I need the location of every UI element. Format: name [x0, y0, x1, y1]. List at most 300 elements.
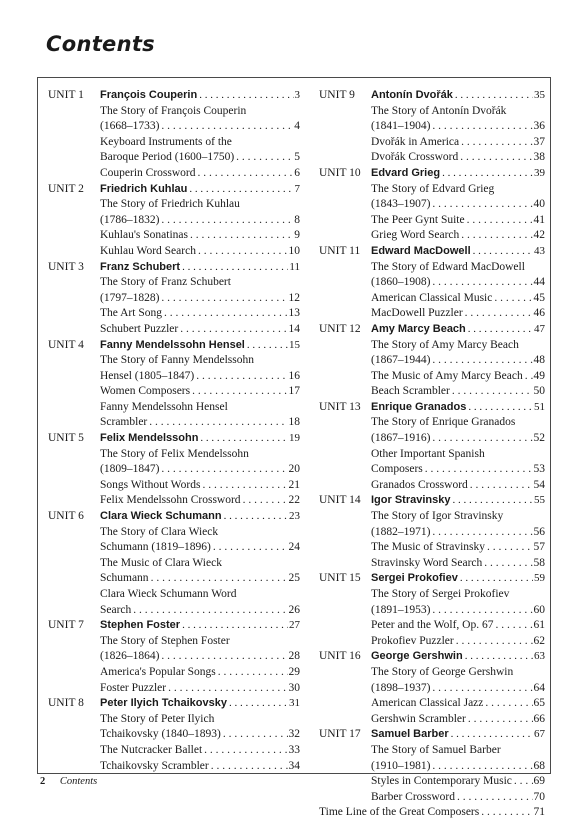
- leader-dots: [161, 291, 287, 307]
- contents-entry[interactable]: [371, 228, 545, 244]
- leader-dots: [481, 805, 532, 821]
- contents-entry: [100, 275, 300, 291]
- entry-title: Sergei Prokofiev: [371, 572, 458, 585]
- composer-heading[interactable]: [100, 182, 300, 198]
- composer-heading[interactable]: [100, 696, 300, 712]
- unit-block: [48, 431, 300, 509]
- entry-page-number: 16: [288, 369, 300, 382]
- entry-page-number: 12: [288, 291, 300, 304]
- leader-dots: [200, 431, 288, 447]
- entry-title: Peter Ilyich Tchaikovsky: [100, 697, 227, 710]
- entry-page-number: 68: [533, 759, 545, 772]
- contents-entry[interactable]: [371, 478, 545, 494]
- contents-entry[interactable]: [371, 213, 545, 229]
- entry-title: The Music of Clara Wieck: [100, 556, 222, 569]
- contents-entry: [371, 447, 545, 463]
- timeline-entry[interactable]: [319, 805, 545, 821]
- composer-heading[interactable]: [100, 338, 300, 354]
- entry-title: Edvard Grieg: [371, 166, 441, 179]
- entry-title: (1841–1904): [371, 120, 431, 133]
- leader-dots: [180, 322, 287, 338]
- contents-entry[interactable]: [371, 618, 545, 634]
- contents-entry[interactable]: [371, 790, 545, 806]
- entry-title: The Story of Franz Schubert: [100, 276, 231, 289]
- leader-dots: [204, 743, 287, 759]
- composer-heading[interactable]: [371, 727, 545, 743]
- contents-entry[interactable]: [100, 306, 300, 322]
- leader-dots: [467, 213, 533, 229]
- entry-title: Stravinsky Word Search: [371, 556, 483, 569]
- entry-title: The Peer Gynt Suite: [371, 213, 465, 226]
- entry-page-number: 41: [533, 213, 545, 226]
- composer-heading[interactable]: [100, 88, 300, 104]
- unit-label: UNIT 10: [319, 166, 361, 179]
- leader-dots: [442, 166, 533, 182]
- entry-title: Amy Marcy Beach: [371, 322, 466, 335]
- leader-dots: [432, 681, 532, 697]
- contents-entry[interactable]: [100, 384, 300, 400]
- unit-label: UNIT 12: [319, 322, 361, 335]
- entry-page-number: 46: [533, 307, 545, 320]
- entry-page-number: 48: [533, 354, 545, 367]
- contents-entry[interactable]: [371, 150, 545, 166]
- entry-title: (1843–1907): [371, 198, 431, 211]
- entry-page-number: 55: [534, 494, 545, 507]
- leader-dots: [213, 540, 288, 556]
- leader-dots: [196, 369, 287, 385]
- composer-heading[interactable]: [100, 260, 300, 276]
- entry-page-number: 57: [533, 541, 545, 554]
- entry-page-number: 45: [533, 291, 545, 304]
- leader-dots: [461, 135, 532, 151]
- entry-title: Search: [100, 603, 132, 616]
- contents-entry[interactable]: [371, 353, 545, 369]
- entry-title: Foster Puzzler: [100, 681, 167, 694]
- entry-page-number: 26: [288, 603, 300, 616]
- contents-entry[interactable]: [371, 540, 545, 556]
- entry-page-number: 24: [288, 541, 300, 554]
- contents-entry[interactable]: [371, 291, 545, 307]
- contents-entry[interactable]: [100, 540, 300, 556]
- leader-dots: [432, 603, 532, 619]
- leader-dots: [487, 540, 532, 556]
- page-title: Contents: [46, 32, 155, 56]
- entry-title: Dvořák Crossword: [371, 151, 459, 164]
- entry-title: (1882–1971): [371, 525, 431, 538]
- contents-entry: [100, 556, 300, 572]
- leader-dots: [460, 571, 533, 587]
- contents-entry[interactable]: [371, 556, 545, 572]
- entry-title: Edward MacDowell: [371, 244, 471, 257]
- entry-title: Stephen Foster: [100, 619, 181, 632]
- contents-entry: [100, 712, 300, 728]
- contents-entry[interactable]: [100, 119, 300, 135]
- entry-title: Kuhlau Word Search: [100, 244, 196, 257]
- leader-dots: [218, 665, 288, 681]
- entry-page-number: 3: [294, 89, 300, 101]
- entry-title: Schumann: [100, 572, 149, 585]
- entry-title: Schumann (1819–1896): [100, 541, 211, 554]
- contents-entry[interactable]: [371, 634, 545, 650]
- contents-entry[interactable]: [371, 681, 545, 697]
- entry-page-number: 44: [533, 276, 545, 289]
- entry-title: The Story of Samuel Barber: [371, 743, 501, 756]
- unit-entries: [100, 260, 300, 338]
- timeline-page: 71: [533, 806, 545, 819]
- entry-page-number: 35: [534, 89, 545, 101]
- composer-heading[interactable]: [100, 509, 300, 525]
- entry-title: American Classical Jazz: [371, 697, 484, 710]
- leader-dots: [494, 291, 532, 307]
- entry-title: The Story of George Gershwin: [371, 665, 514, 678]
- entry-page-number: 4: [294, 120, 300, 133]
- entry-title: (1668–1733): [100, 120, 160, 133]
- composer-heading[interactable]: [371, 322, 545, 338]
- entry-page-number: 20: [288, 463, 300, 476]
- leader-dots: [189, 182, 293, 198]
- entry-title: George Gershwin: [371, 650, 463, 663]
- page-footer: [40, 776, 97, 787]
- contents-entry: [371, 338, 545, 354]
- entry-title: Peter and the Wolf, Op. 67: [371, 619, 494, 632]
- leader-dots: [452, 384, 533, 400]
- entry-title: Couperin Crossword: [100, 166, 196, 179]
- contents-entry[interactable]: [100, 244, 300, 260]
- entry-title: Prokofiev Puzzler: [371, 634, 454, 647]
- leader-dots: [243, 493, 288, 509]
- entry-page-number: 32: [288, 728, 300, 741]
- entry-title: Scrambler: [100, 416, 148, 429]
- unit-entries: [371, 727, 545, 805]
- entry-title: Gershwin Scrambler: [371, 712, 466, 725]
- unit-block: [48, 260, 300, 338]
- entry-page-number: 40: [533, 198, 545, 211]
- entry-title: The Story of Antonín Dvořák: [371, 104, 507, 117]
- entry-page-number: 10: [288, 244, 300, 257]
- unit-entries: [371, 400, 545, 494]
- entry-title: Igor Stravinsky: [371, 494, 451, 507]
- entry-page-number: 28: [288, 650, 300, 663]
- unit-label: UNIT 6: [48, 510, 84, 523]
- entry-title: Kuhlau's Sonatinas: [100, 229, 188, 242]
- contents-entry: [100, 135, 300, 151]
- entry-title: Samuel Barber: [371, 728, 449, 741]
- entry-title: Hensel (1805–1847): [100, 369, 195, 382]
- contents-entry[interactable]: [100, 493, 300, 509]
- entry-title: The Story of Clara Wieck: [100, 525, 219, 538]
- contents-entry[interactable]: [100, 369, 300, 385]
- entry-title: (1809–1847): [100, 463, 160, 476]
- entry-title: Baroque Period (1600–1750): [100, 151, 235, 164]
- entry-page-number: 58: [533, 556, 545, 569]
- unit-block: [48, 696, 300, 774]
- contents-entry[interactable]: [100, 681, 300, 697]
- contents-column-left: [48, 88, 300, 774]
- units-right-list: [319, 88, 545, 805]
- entry-title: The Music of Amy Marcy Beach: [371, 369, 523, 382]
- unit-block: [48, 182, 300, 260]
- unit-entries: [100, 88, 300, 182]
- entry-page-number: 69: [533, 775, 545, 788]
- contents-entry: [371, 182, 545, 198]
- entry-title: The Story of Enrique Granados: [371, 416, 516, 429]
- leader-dots: [452, 493, 533, 509]
- entry-title: America's Popular Songs: [100, 665, 216, 678]
- leader-dots: [182, 618, 288, 634]
- entry-title: Enrique Granados: [371, 400, 467, 413]
- composer-heading[interactable]: [371, 400, 545, 416]
- contents-entry[interactable]: [371, 275, 545, 291]
- unit-entries: [371, 322, 545, 400]
- unit-label: UNIT 17: [319, 728, 361, 741]
- entry-page-number: 70: [533, 790, 545, 803]
- entry-title: Clara Wieck Schumann Word: [100, 588, 237, 600]
- entry-page-number: 11: [289, 260, 300, 273]
- entry-page-number: 53: [533, 463, 545, 476]
- leader-dots: [468, 712, 533, 728]
- leader-dots: [455, 88, 533, 104]
- entry-page-number: 31: [289, 697, 300, 710]
- contents-entry[interactable]: [371, 712, 545, 728]
- unit-entries: [100, 696, 300, 774]
- unit-label: UNIT 4: [48, 338, 84, 351]
- entry-title: The Story of Igor Stravinsky: [371, 510, 504, 523]
- entry-page-number: 39: [534, 166, 545, 179]
- unit-block: [48, 88, 300, 182]
- footer-label: Contents: [59, 776, 98, 787]
- timeline-title: Time Line of the Great Composers: [319, 806, 480, 819]
- unit-block: [48, 618, 300, 696]
- entry-page-number: 51: [534, 400, 545, 413]
- entry-page-number: 60: [533, 603, 545, 616]
- composer-heading[interactable]: [100, 618, 300, 634]
- contents-entry[interactable]: [100, 478, 300, 494]
- leader-dots: [432, 275, 532, 291]
- leader-dots: [161, 649, 287, 665]
- entry-title: The Story of Edvard Grieg: [371, 182, 495, 195]
- composer-heading[interactable]: [371, 493, 545, 509]
- contents-entry: [371, 509, 545, 525]
- entry-title: The Story of Felix Mendelssohn: [100, 447, 249, 460]
- entry-page-number: 62: [533, 634, 545, 647]
- contents-entry[interactable]: [100, 228, 300, 244]
- entry-page-number: 59: [534, 572, 545, 585]
- unit-block: [319, 400, 545, 494]
- unit-label: UNIT 16: [319, 650, 361, 663]
- contents-entry[interactable]: [100, 415, 300, 431]
- entry-title: Antonín Dvořák: [371, 89, 453, 101]
- contents-entry[interactable]: [371, 603, 545, 619]
- entry-page-number: 7: [294, 182, 300, 195]
- contents-entry: [100, 197, 300, 213]
- leader-dots: [525, 369, 533, 385]
- entry-page-number: 29: [288, 665, 300, 678]
- entry-title: Songs Without Words: [100, 478, 201, 491]
- entry-title: Other Important Spanish: [371, 447, 485, 460]
- entry-title: Keyboard Instruments of the: [100, 135, 232, 148]
- entry-page-number: 6: [294, 166, 300, 179]
- contents-entry[interactable]: [100, 291, 300, 307]
- contents-entry[interactable]: [371, 462, 545, 478]
- contents-entry[interactable]: [100, 150, 300, 166]
- entry-title: Barber Crossword: [371, 790, 455, 803]
- contents-column-right: [319, 88, 545, 821]
- unit-label: UNIT 2: [48, 182, 84, 195]
- entry-title: (1867–1944): [371, 354, 431, 367]
- entry-page-number: 64: [533, 681, 545, 694]
- contents-entry[interactable]: [371, 774, 545, 790]
- contents-entry: [100, 634, 300, 650]
- entry-page-number: 30: [288, 681, 300, 694]
- contents-entry[interactable]: [371, 119, 545, 135]
- entry-page-number: 5: [294, 151, 300, 164]
- composer-heading[interactable]: [371, 244, 545, 260]
- leader-dots: [432, 759, 532, 775]
- contents-entry[interactable]: [100, 322, 300, 338]
- entry-page-number: 13: [288, 307, 300, 320]
- leader-dots: [192, 384, 287, 400]
- leader-dots: [425, 462, 533, 478]
- entry-page-number: 8: [294, 213, 300, 226]
- contents-entry[interactable]: [100, 743, 300, 759]
- contents-entry[interactable]: [371, 384, 545, 400]
- leader-dots: [198, 166, 294, 182]
- contents-entry[interactable]: [371, 135, 545, 151]
- unit-entries: [100, 509, 300, 618]
- leader-dots: [432, 197, 532, 213]
- entry-page-number: 47: [534, 322, 545, 335]
- entry-title: (1860–1908): [371, 276, 431, 289]
- composer-heading[interactable]: [100, 431, 300, 447]
- entry-page-number: 52: [533, 432, 545, 445]
- leader-dots: [485, 696, 532, 712]
- entry-page-number: 54: [533, 478, 545, 491]
- contents-entry[interactable]: [371, 369, 545, 385]
- composer-heading[interactable]: [371, 649, 545, 665]
- contents-entry[interactable]: [371, 525, 545, 541]
- unit-block: [319, 493, 545, 571]
- entry-page-number: 56: [533, 525, 545, 538]
- entry-page-number: 34: [288, 759, 300, 772]
- composer-heading[interactable]: [371, 571, 545, 587]
- entry-page-number: 27: [289, 619, 300, 632]
- leader-dots: [456, 634, 533, 650]
- leader-dots: [460, 150, 532, 166]
- leader-dots: [149, 415, 287, 431]
- unit-block: [319, 571, 545, 649]
- unit-entries: [371, 649, 545, 727]
- contents-entry[interactable]: [100, 603, 300, 619]
- entry-page-number: 43: [534, 244, 545, 257]
- unit-block: [319, 322, 545, 400]
- unit-block: [319, 244, 545, 322]
- entry-title: The Story of Fanny Mendelssohn: [100, 354, 254, 367]
- entry-title: Schubert Puzzler: [100, 322, 179, 335]
- leader-dots: [470, 478, 533, 494]
- entry-title: The Story of Peter Ilyich: [100, 712, 215, 725]
- contents-entry[interactable]: [100, 166, 300, 182]
- contents-entry: [371, 104, 545, 120]
- entry-page-number: 50: [533, 385, 545, 398]
- entry-page-number: 9: [294, 229, 300, 242]
- entry-page-number: 37: [533, 135, 545, 148]
- entry-title: The Story of Friedrich Kuhlau: [100, 198, 240, 211]
- leader-dots: [465, 306, 533, 322]
- entry-page-number: 14: [288, 322, 300, 335]
- entry-page-number: 38: [533, 151, 545, 164]
- leader-dots: [432, 353, 532, 369]
- footer-page-number: 2: [40, 776, 46, 787]
- unit-label: UNIT 5: [48, 432, 84, 445]
- unit-block: [48, 509, 300, 618]
- entry-title: The Music of Stravinsky: [371, 541, 486, 554]
- leader-dots: [211, 759, 288, 775]
- contents-entry[interactable]: [100, 727, 300, 743]
- contents-entry[interactable]: [100, 462, 300, 478]
- entry-page-number: 61: [533, 619, 545, 632]
- entry-title: (1826–1864): [100, 650, 160, 663]
- entry-page-number: 15: [289, 338, 300, 351]
- unit-entries: [371, 166, 545, 244]
- contents-entry[interactable]: [100, 571, 300, 587]
- entry-page-number: 33: [288, 743, 300, 756]
- leader-dots: [495, 618, 532, 634]
- entry-title: Felix Mendelssohn Crossword: [100, 494, 241, 507]
- entry-title: The Story of Edward MacDowell: [371, 260, 525, 273]
- entry-title: The Story of Sergei Prokofiev: [371, 588, 510, 600]
- entry-title: The Story of Amy Marcy Beach: [371, 338, 519, 351]
- leader-dots: [514, 774, 533, 790]
- entry-title: (1797–1828): [100, 291, 160, 304]
- contents-entry[interactable]: [371, 696, 545, 712]
- contents-entry[interactable]: [100, 213, 300, 229]
- contents-entry[interactable]: [100, 649, 300, 665]
- entry-title: Felix Mendelssohn: [100, 432, 199, 445]
- entry-title: Dvořák in America: [371, 135, 460, 148]
- leader-dots: [168, 681, 287, 697]
- unit-entries: [371, 88, 545, 166]
- composer-heading[interactable]: [371, 88, 545, 104]
- leader-dots: [461, 228, 532, 244]
- contents-entry: [371, 665, 545, 681]
- unit-block: [319, 166, 545, 244]
- unit-label: UNIT 9: [319, 89, 355, 101]
- contents-entry[interactable]: [100, 759, 300, 775]
- entry-title: (1898–1937): [371, 681, 431, 694]
- unit-entries: [100, 182, 300, 260]
- entry-title: The Nutcracker Ballet: [100, 743, 203, 756]
- contents-entry: [100, 587, 300, 603]
- contents-entry[interactable]: [371, 306, 545, 322]
- entry-title: (1891–1953): [371, 603, 431, 616]
- leader-dots: [432, 119, 532, 135]
- unit-label: UNIT 11: [319, 244, 361, 257]
- entry-title: The Story of François Couperin: [100, 104, 247, 117]
- composer-heading[interactable]: [371, 166, 545, 182]
- entry-title: Fanny Mendelssohn Hensel: [100, 338, 245, 351]
- unit-entries: [371, 571, 545, 649]
- contents-entry[interactable]: [371, 431, 545, 447]
- entry-title: Granados Crossword: [371, 478, 468, 491]
- entry-title: (1910–1981): [371, 759, 431, 772]
- contents-entry[interactable]: [100, 665, 300, 681]
- leader-dots: [465, 649, 533, 665]
- contents-entry[interactable]: [371, 197, 545, 213]
- unit-label: UNIT 1: [48, 89, 84, 101]
- leader-dots: [432, 431, 532, 447]
- entry-title: Fanny Mendelssohn Hensel: [100, 400, 228, 413]
- contents-entry[interactable]: [371, 759, 545, 775]
